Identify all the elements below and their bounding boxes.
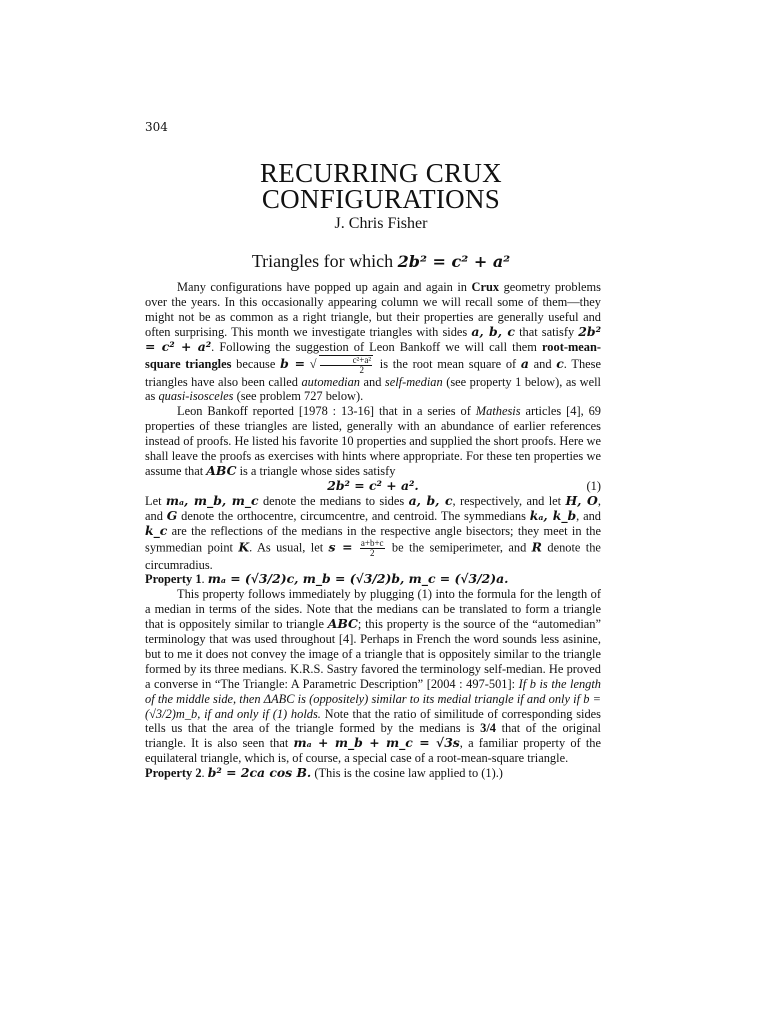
- author: J. Chris Fisher: [334, 215, 428, 232]
- subtitle-text: Triangles for which: [251, 251, 394, 271]
- title-line-2: CONFIGURATIONS: [261, 184, 501, 214]
- property-2: Property 2. b² = 2ca cos B. (This is the cosine law applied to (1).): [145, 765, 503, 781]
- paragraph-bankoff: Leon Bankoff reported [1978 : 13-16] that in a series of Mathesis articles [4], 69 properties of these triangles are listed, generally with an abundance of earlier references instead of proofs. He listed his favorite 10 properties and supplied the short proofs. Here we shall leave the proofs as exercises with hints where appropriate. For these ten properties we assume that ABC is a triangle whose sides satisfy: [145, 404, 602, 478]
- semiperimeter-fraction: $\frac{a+b+c}{2}$: [360, 537, 384, 558]
- rms-fraction: $\frac{\text{c²+a²}}{2}$: [319, 355, 373, 375]
- paragraph-notation: Let mₐ, m_b, m_c denote the medians to sides a, b, c, respectively, and let H, O, and G denote the orthocentre, circumcentre, and centroid. The symmedians kₐ, k_b, and k_c are the reflections of the medians in the respective angle bisectors; they meet in the symmedian point K. As usual, let s = $\frac{a+b+c}{2}$ be the semiperimeter, and R denote the circumradius.: [145, 492, 601, 572]
- equation-number: (1): [586, 478, 601, 493]
- page-number: 304: [145, 120, 168, 134]
- title-line-1: RECURRING CRUX: [260, 158, 502, 188]
- equation-1: 2b² = c² + a². (1): [327, 477, 601, 493]
- paragraph-intro: Many configurations have popped up again and again in Crux geometry problems over the years. In this occasionally appearing column we will recall some of them—they might not be as common as a right triangle, but their properties are generally useful and often surprising. This month we investigate triangles with sides a, b, c that satisfy 2b² = c² + a². Following the suggestion of Leon Bankoff we will call them root-mean-square triangles because b = √ $\frac{\text{c²+a²}}{2}$ is the root mean square of a and c. These triangles have also been called automedian and self-median (see property 1 below), as well as quasi-isosceles (see problem 727 below).: [145, 280, 601, 404]
- property-1-label: Property 1: [145, 572, 202, 587]
- rms-term: root-mean-square triangles: [145, 339, 601, 371]
- article-body: [145, 280, 601, 781]
- subtitle: [145, 250, 617, 273]
- subtitle-equation: 2b² = c² + a²: [397, 252, 511, 271]
- property-1: Property 1. mₐ = (√3/2)c, m_b = (√3/2)b, m_c = (√3/2)a.: [145, 571, 509, 587]
- property-2-label: Property 2: [145, 766, 202, 781]
- article-title: [145, 160, 617, 212]
- paragraph-automedian: This property follows immediately by plugging (1) into the formula for the length of a median in terms of the sides. Note that the medians can be translated to form a triangle that is oppositely similar to triangle ABC; this property is the source of the “automedian” terminology that was used throughout [4]. Perhaps in French the word sounds less asinine, but to me it does not convey the image of a triangle that is oppositely similar to the triangle formed by its three medians. K.R.S. Sastry favored the terminology self-median. He proved a converse in “The Triangle: A Parametric Description” [2004 : 497-501]: If b is the length of the middle side, then ΔABC is (oppositely) similar to its medial triangle if and only if b = (√3/2)m_b, if and only if (1) holds. Note that the ratio of similitude of corresponding sides tells us that the area of the triangle formed by the medians is 3/4 that of the original triangle. It is also seen that mₐ + m_b + m_c = √3s, a familiar property of the equilateral triangle, which is, of course, a special case of a root-mean-square triangle.: [145, 587, 602, 766]
- crux-name: Crux: [471, 280, 500, 294]
